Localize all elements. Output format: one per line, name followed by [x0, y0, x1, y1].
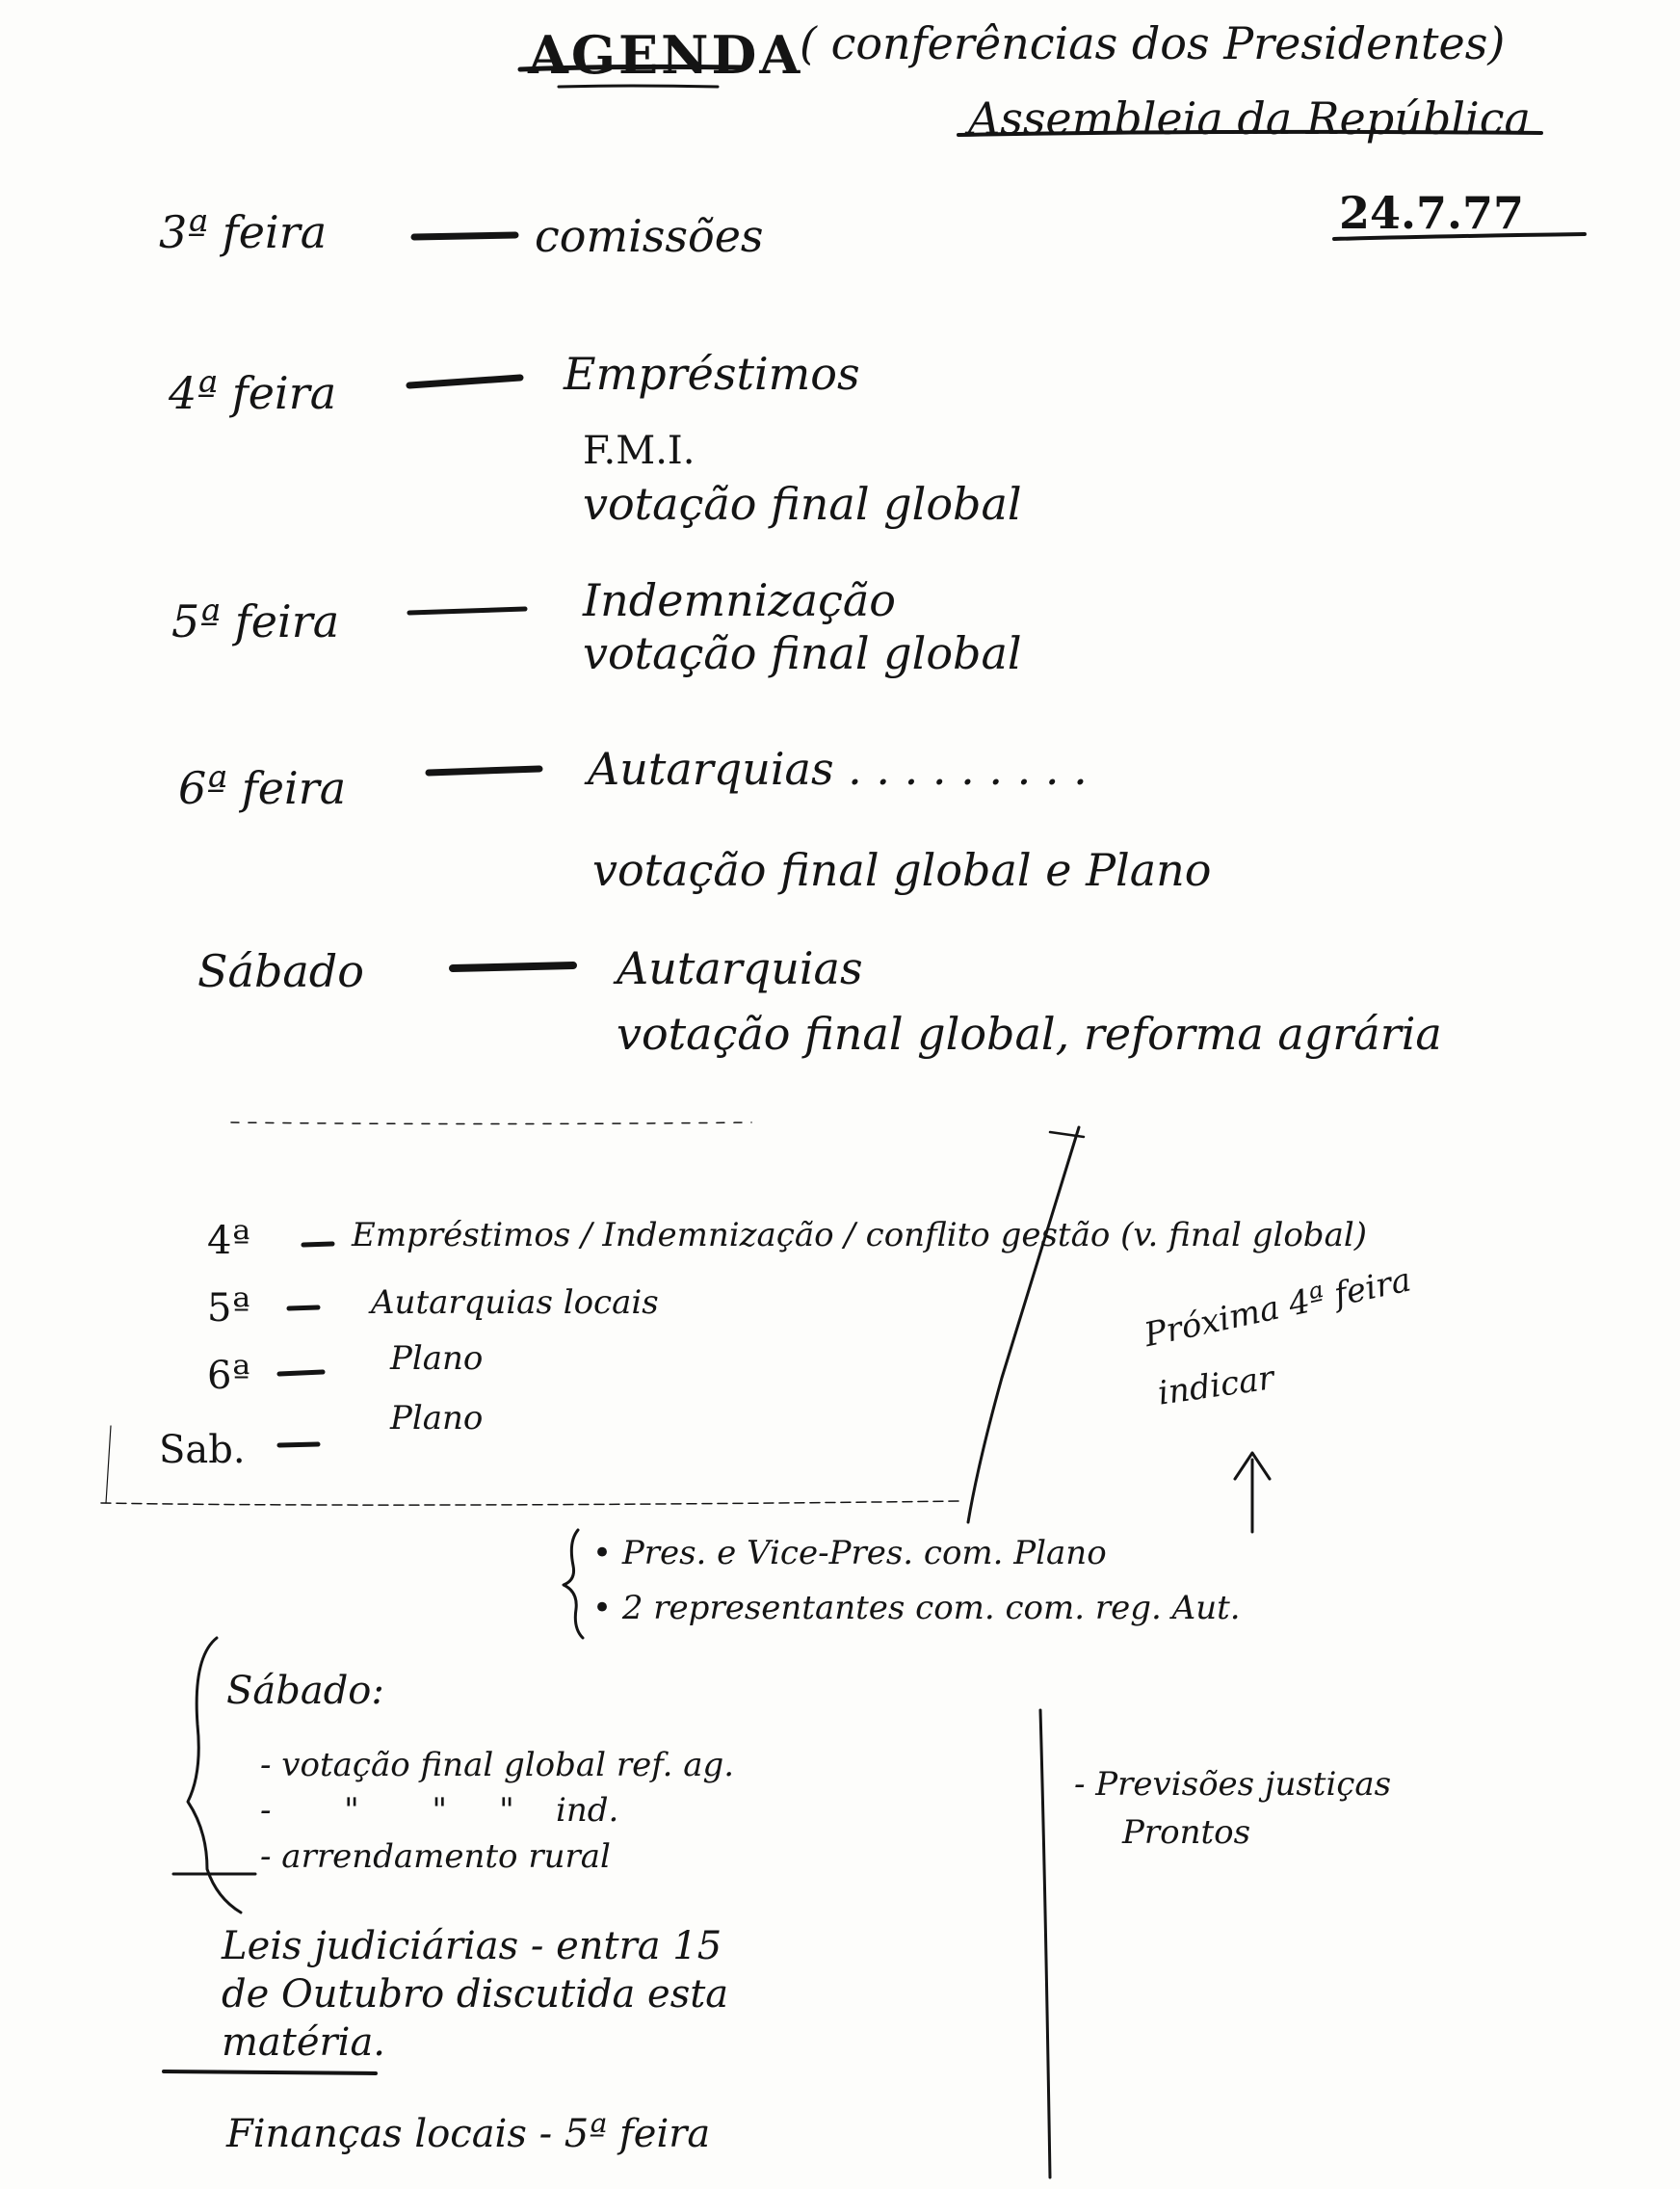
day-item: comissões [535, 210, 764, 262]
institution-label: Assembleia da República [968, 92, 1531, 145]
side-note-line: indicar [1155, 1358, 1276, 1413]
day-label: 3ª feira [159, 206, 328, 258]
saturday-item: - arrendamento rural [260, 1837, 611, 1876]
summary-item: Autarquias locais [371, 1283, 659, 1322]
day-item: Indemnização [583, 574, 896, 626]
bracket-note: • 2 representantes com. com. reg. Aut. [592, 1589, 1241, 1627]
side-note-line: Próxima 4ª feira [1141, 1260, 1415, 1356]
saturday-item: - " " " ind. [260, 1791, 619, 1830]
agenda-title: AGENDA [528, 24, 803, 86]
day-item: votação final global, reforma agrária [617, 1008, 1442, 1060]
day-label: 5ª feira [171, 595, 340, 647]
summary-day: 5ª [207, 1286, 250, 1331]
day-item: F.M.I. [583, 429, 696, 473]
right-note-line: - Previsões justiças [1074, 1765, 1392, 1804]
right-note-line: Prontos [1122, 1813, 1251, 1852]
day-label: Sábado [197, 945, 364, 997]
summary-item: Plano [390, 1399, 484, 1437]
bracket-note: • Pres. e Vice-Pres. com. Plano [592, 1534, 1107, 1572]
day-item: Autarquias . . . . . . . . . [588, 743, 1088, 795]
date-label: 24.7.77 [1339, 187, 1525, 239]
day-item: votação final global [583, 627, 1022, 679]
summary-day: 6ª [207, 1354, 250, 1398]
day-item: Autarquias [617, 942, 863, 994]
day-label: 4ª feira [169, 367, 337, 419]
summary-item: Empréstimos / Indemnização / conflito gestão (v. final global) [352, 1216, 1367, 1254]
summary-item: Plano [390, 1339, 484, 1378]
judiciary-note-line: matéria. [222, 2020, 385, 2065]
summary-day: 4ª [207, 1219, 250, 1263]
judiciary-note-line: Leis judiciárias - entra 15 [222, 1924, 722, 1968]
day-item: votação final global [583, 478, 1022, 530]
day-label: 6ª feira [178, 762, 347, 814]
agenda-subtitle: ( conferências dos Presidentes) [800, 17, 1506, 69]
day-item: votação final global e Plano [592, 844, 1212, 896]
saturday-item: - votação final global ref. ag. [260, 1746, 735, 1784]
judiciary-note-line: de Outubro discutida esta [222, 1972, 729, 2017]
day-item: Empréstimos [564, 348, 860, 400]
footer-note: Finanças locais - 5ª feira [226, 2112, 711, 2156]
saturday-heading: Sábado: [226, 1669, 384, 1713]
summary-day: Sab. [159, 1428, 246, 1472]
